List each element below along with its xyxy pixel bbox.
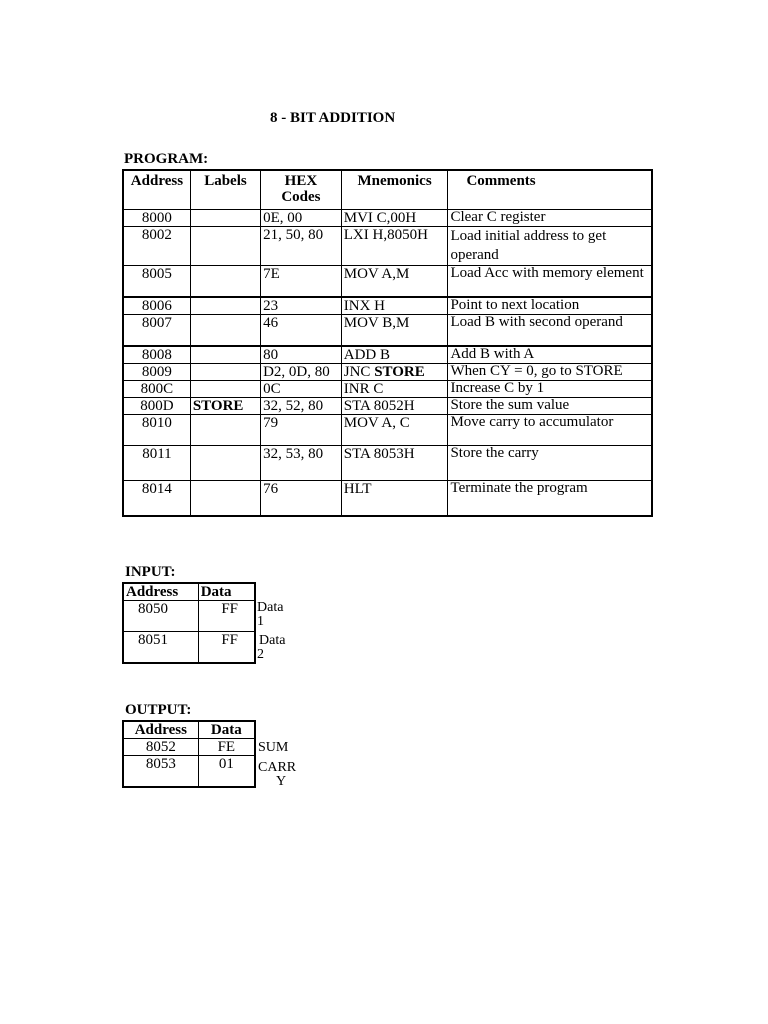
header-data: Data [198, 583, 255, 601]
header-address: Address [123, 721, 198, 739]
mnemonic-text: LXI H,8050H [343, 227, 428, 243]
cell-address: 8007 [123, 315, 190, 347]
cell-hex: 0E, 00 [261, 210, 342, 227]
mnemonic-text: MVI C,00H [343, 210, 417, 226]
cell-mnemonic [341, 266, 448, 298]
cell-hex: 76 [261, 481, 342, 517]
cell-label [190, 210, 260, 227]
mnemonic-text: INX H [343, 298, 385, 314]
table-row [123, 756, 255, 788]
table-row [123, 632, 255, 664]
table-row [123, 739, 255, 756]
mnemonic-text: STA 8052H [343, 398, 415, 414]
cell-comment: Load Acc with memory element [448, 266, 652, 298]
header-data: Data [198, 721, 255, 739]
mnemonic-text: JNC [343, 364, 375, 380]
table-row [123, 346, 652, 364]
cell-mnemonic [341, 346, 448, 364]
table-row [123, 210, 652, 227]
cell-hex: 7E [261, 266, 342, 298]
input-note-2 [257, 634, 285, 662]
cell-label [190, 415, 260, 446]
note-line: Data [259, 633, 286, 648]
input-table [122, 582, 256, 664]
cell-mnemonic [341, 446, 448, 481]
header-address: Address [123, 170, 190, 210]
table-row [123, 415, 652, 446]
header-mnemonics: Mnemonics [341, 170, 448, 210]
table-row [123, 398, 652, 415]
cell-label [190, 297, 260, 315]
cell-address: 800D [123, 398, 190, 415]
cell-address: 8000 [123, 210, 190, 227]
input-label: INPUT: [125, 564, 176, 580]
output-header-row [123, 721, 255, 739]
note-line: SUM [258, 740, 289, 755]
page-title: 8 - BIT ADDITION [270, 110, 396, 126]
cell-hex: D2, 0D, 80 [261, 364, 342, 381]
table-row [123, 601, 255, 632]
program-label: PROGRAM: [124, 151, 209, 167]
cell-address: 8005 [123, 266, 190, 298]
mnemonic-text: INR C [343, 381, 384, 397]
cell-hex: 32, 52, 80 [261, 398, 342, 415]
cell-address: 8050 [123, 601, 198, 632]
header-comments: Comments [448, 170, 652, 210]
cell-address: 8006 [123, 297, 190, 315]
cell-comment: Load B with second operand [448, 315, 652, 347]
note-line: Y [276, 774, 287, 789]
cell-comment: Load initial address to get operand [448, 227, 652, 266]
mnemonic-text: HLT [343, 481, 372, 497]
cell-address: 8009 [123, 364, 190, 381]
cell-data: FF [198, 601, 255, 632]
table-row [123, 446, 652, 481]
cell-mnemonic [341, 227, 448, 266]
mnemonic-text: STA 8053H [343, 446, 415, 462]
cell-address: 8008 [123, 346, 190, 364]
cell-mnemonic [341, 398, 448, 415]
table-row [123, 227, 652, 266]
header-hex-line2: Codes [281, 189, 321, 205]
input-note-1 [257, 601, 283, 629]
cell-address: 8014 [123, 481, 190, 517]
table-row [123, 364, 652, 381]
cell-mnemonic [341, 381, 448, 398]
cell-comment: Terminate the program [448, 481, 652, 517]
note-line: 2 [257, 647, 264, 662]
cell-mnemonic [341, 315, 448, 347]
cell-label [190, 315, 260, 347]
cell-mnemonic [341, 415, 448, 446]
cell-label [190, 364, 260, 381]
cell-hex: 0C [261, 381, 342, 398]
cell-label [190, 481, 260, 517]
cell-data: FF [198, 632, 255, 664]
note-line: Data [257, 600, 284, 615]
cell-comment: Point to next location [448, 297, 652, 315]
cell-label [190, 227, 260, 266]
input-header-row [123, 583, 255, 601]
output-note-1 [258, 741, 288, 755]
cell-comment: Store the carry [448, 446, 652, 481]
cell-label: STORE [190, 398, 260, 415]
output-table [122, 720, 256, 788]
cell-mnemonic [341, 481, 448, 517]
mnemonic-text: MOV A, C [343, 415, 410, 431]
cell-address: 8011 [123, 446, 190, 481]
header-hex-line1: HEX [284, 173, 318, 189]
cell-comment: Store the sum value [448, 398, 652, 415]
cell-address: 8052 [123, 739, 198, 756]
cell-label [190, 346, 260, 364]
cell-address: 8053 [123, 756, 198, 788]
cell-label [190, 381, 260, 398]
cell-hex: 46 [261, 315, 342, 347]
table-row [123, 266, 652, 298]
table-row [123, 297, 652, 315]
mnemonic-text: ADD B [343, 347, 391, 363]
cell-address: 8010 [123, 415, 190, 446]
cell-comment: Move carry to accumulator [448, 415, 652, 446]
header-address: Address [123, 583, 198, 601]
cell-data: FE [198, 739, 255, 756]
cell-hex: 80 [261, 346, 342, 364]
program-header-row [123, 170, 652, 210]
cell-mnemonic [341, 297, 448, 315]
cell-comment: Increase C by 1 [448, 381, 652, 398]
note-line: CARR [258, 760, 297, 775]
cell-hex: 32, 53, 80 [261, 446, 342, 481]
header-hex-codes [261, 170, 342, 210]
cell-label [190, 446, 260, 481]
cell-mnemonic [341, 210, 448, 227]
mnemonic-bold-text: STORE [374, 364, 425, 380]
cell-comment: Clear C register [448, 210, 652, 227]
output-note-2 [258, 761, 296, 789]
output-label: OUTPUT: [125, 702, 192, 718]
cell-hex: 21, 50, 80 [261, 227, 342, 266]
cell-hex: 79 [261, 415, 342, 446]
cell-label [190, 266, 260, 298]
table-row [123, 481, 652, 517]
mnemonic-text: MOV B,M [343, 315, 410, 331]
table-row [123, 315, 652, 347]
mnemonic-text: MOV A,M [343, 266, 410, 282]
cell-data: 01 [198, 756, 255, 788]
table-row [123, 381, 652, 398]
cell-address: 800C [123, 381, 190, 398]
cell-comment: When CY = 0, go to STORE [448, 364, 652, 381]
cell-address: 8002 [123, 227, 190, 266]
program-table [122, 169, 653, 517]
cell-address: 8051 [123, 632, 198, 664]
cell-comment: Add B with A [448, 346, 652, 364]
cell-mnemonic [341, 364, 448, 381]
note-line: 1 [257, 614, 264, 629]
header-labels: Labels [190, 170, 260, 210]
cell-hex: 23 [261, 297, 342, 315]
